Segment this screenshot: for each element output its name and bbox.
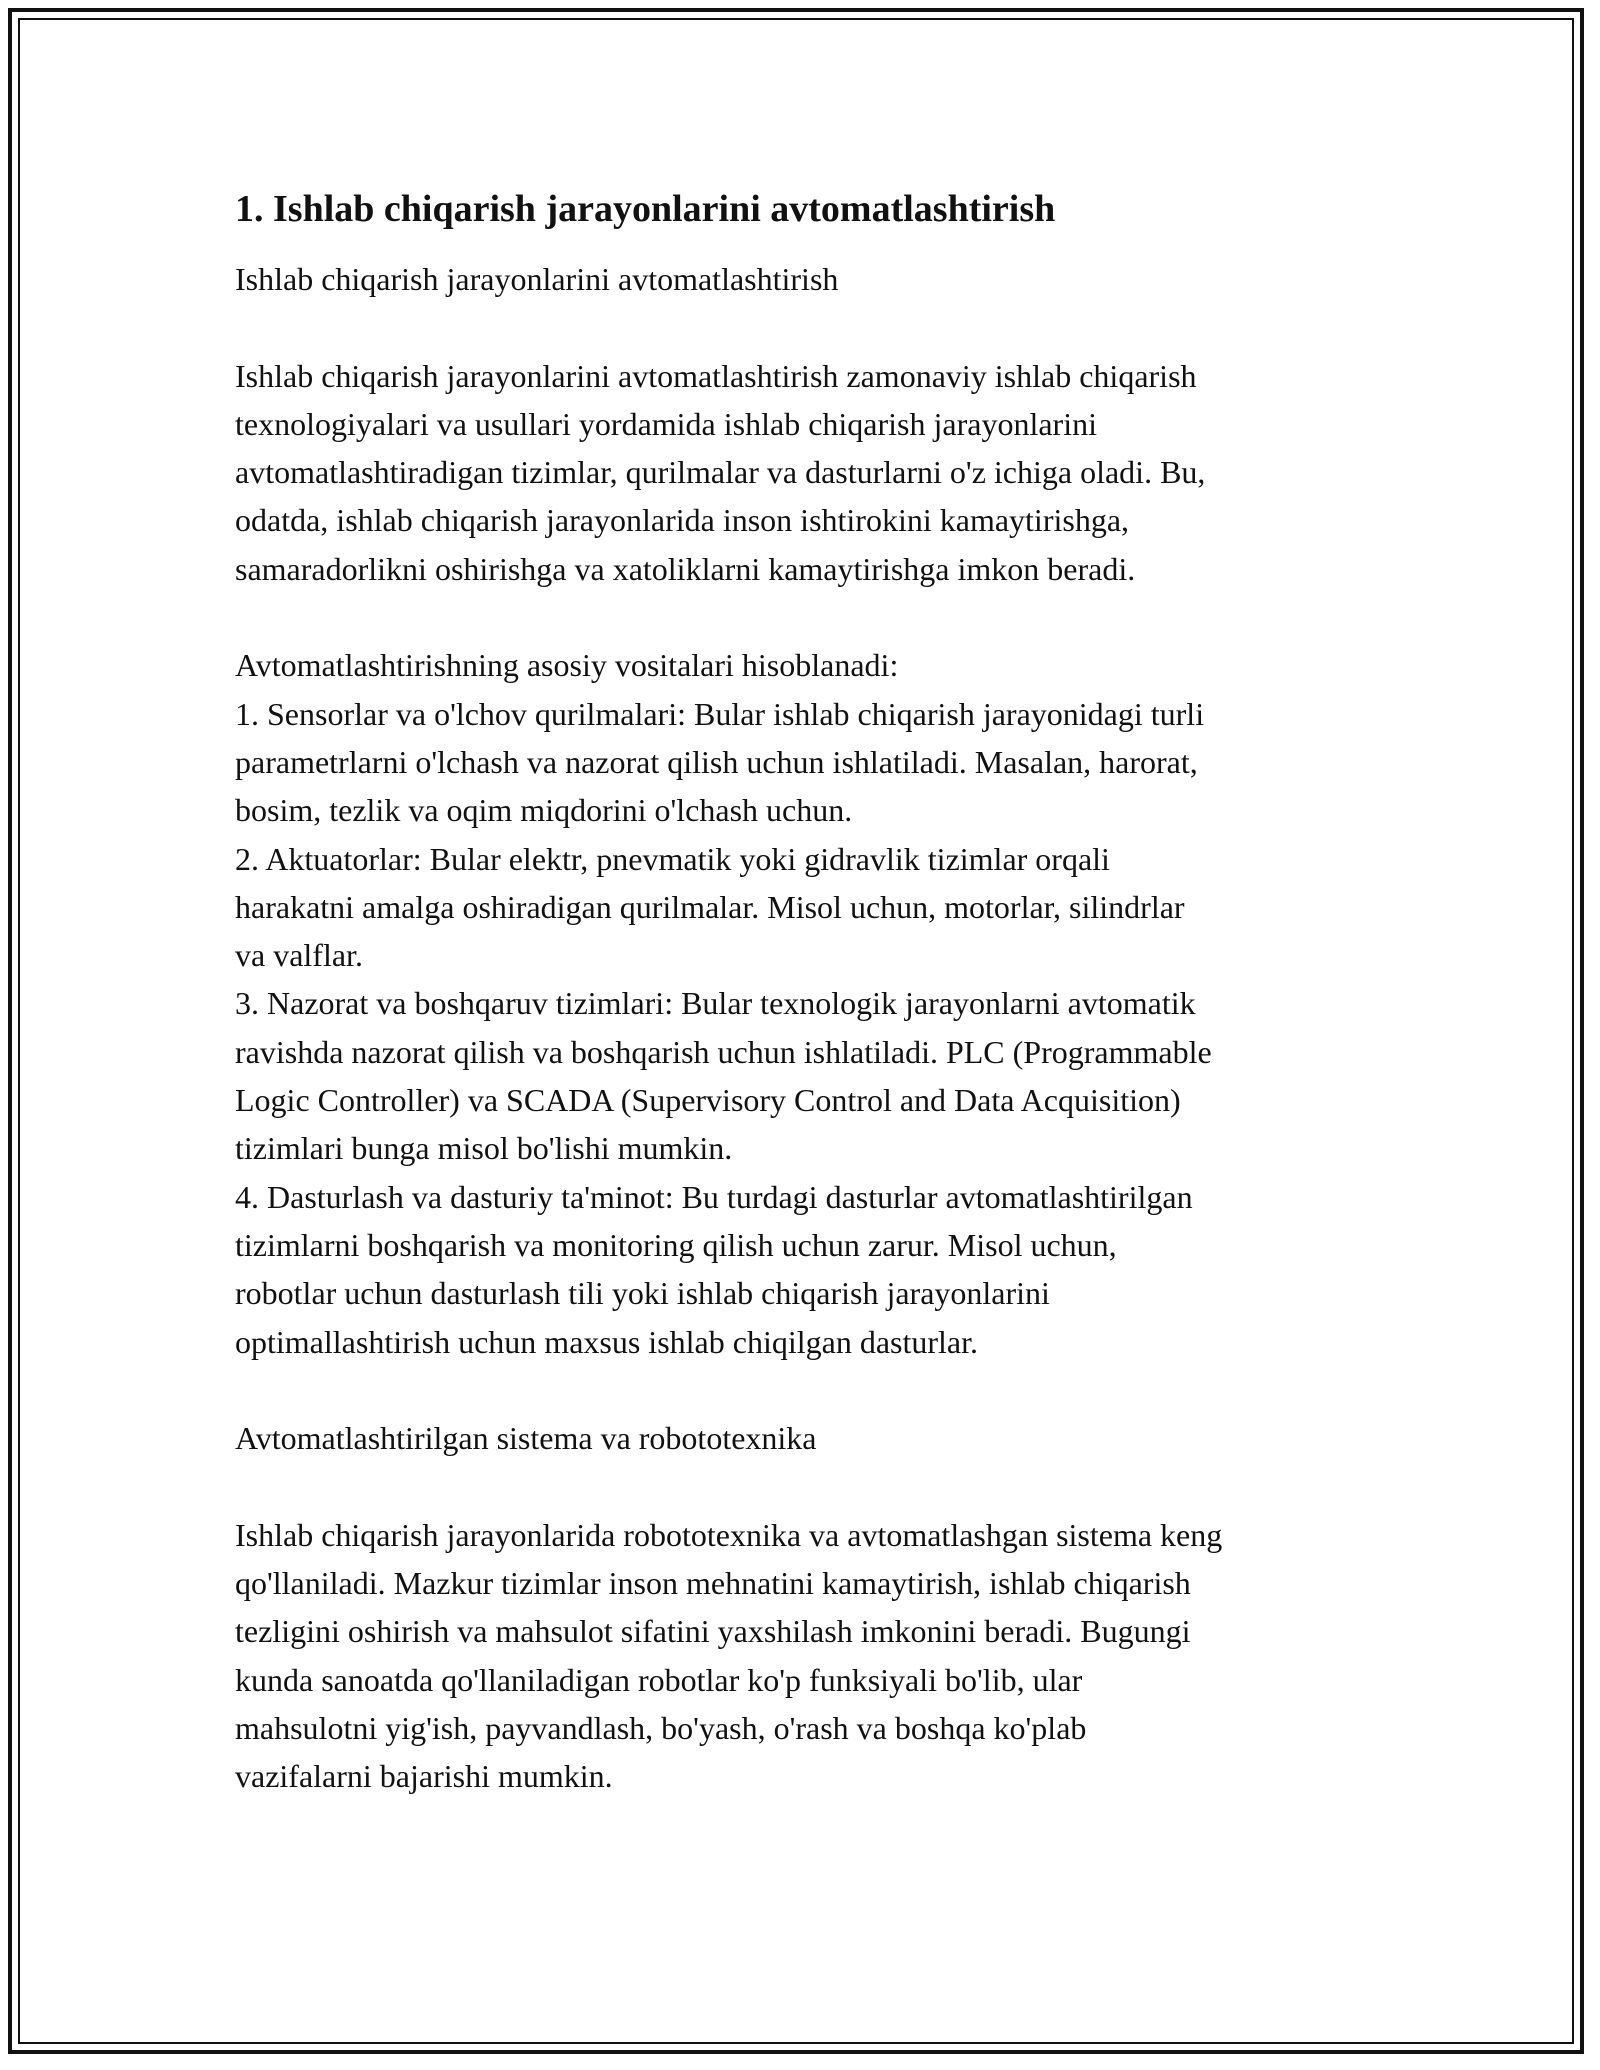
intro-line: avtomatlashtiradigan tizimlar, qurilmalar va dasturlarni o'z ichiga oladi. Bu, — [235, 454, 1206, 491]
tools-line: optimallashtirish uchun maxsus ishlab chiqilgan dasturlar. — [235, 1323, 978, 1360]
section2-heading: Avtomatlashtirilgan sistema va robototexnika — [235, 1420, 817, 1457]
tools-line: tizimlari bunga misol bo'lishi mumkin. — [235, 1130, 733, 1167]
tools-line: 2. Aktuatorlar: Bular elektr, pnevmatik yoki gidravlik tizimlar orqali — [235, 840, 1110, 877]
intro-paragraph — [235, 352, 1375, 593]
robotics-line: qo'llaniladi. Mazkur tizimlar inson mehnatini kamaytirish, ishlab chiqarish — [235, 1565, 1191, 1602]
intro-line: Ishlab chiqarish jarayonlarini avtomatlashtirish zamonaviy ishlab chiqarish — [235, 357, 1197, 394]
robotics-line: mahsulotni yig'ish, payvandlash, bo'yash, o'rash va boshqa ko'plab — [235, 1709, 1087, 1746]
tools-line: Logic Controller) va SCADA (Supervisory Control and Data Acquisition) — [235, 1082, 1181, 1119]
tools-line: harakatni amalga oshiradigan qurilmalar. Misol uchun, motorlar, silindrlar — [235, 888, 1185, 925]
intro-line: texnologiyalari va usullari yordamida ishlab chiqarish jarayonlarini — [235, 405, 1097, 442]
intro-line: samaradorlikni oshirishga va xatoliklarni kamaytirishga imkon beradi. — [235, 550, 1136, 587]
tools-line: Avtomatlashtirishning asosiy vositalari hisoblanadi: — [235, 647, 899, 684]
tools-line: parametrlarni o'lchash va nazorat qilish uchun ishlatiladi. Masalan, harorat, — [235, 743, 1198, 780]
tools-line: tizimlarni boshqarish va monitoring qilish uchun zarur. Misol uchun, — [235, 1226, 1117, 1263]
tools-line: bosim, tezlik va oqim miqdorini o'lchash uchun. — [235, 792, 853, 829]
tools-line: 1. Sensorlar va o'lchov qurilmalari: Bular ishlab chiqarish jarayonidagi turli — [235, 695, 1205, 732]
tools-line: va valflar. — [235, 937, 363, 974]
document-title: 1. Ishlab chiqarish jarayonlarini avtomatlashtirish — [235, 188, 1056, 230]
subheading: Ishlab chiqarish jarayonlarini avtomatlashtirish — [235, 261, 839, 297]
tools-line: robotlar uchun dasturlash tili yoki ishlab chiqarish jarayonlarini — [235, 1275, 1050, 1312]
tools-line: ravishda nazorat qilish va boshqarish uchun ishlatiladi. PLC (Programmable — [235, 1033, 1212, 1070]
robotics-line: kunda sanoatda qo'llaniladigan robotlar ko'p funksiyali bo'lib, ular — [235, 1661, 1083, 1698]
robotics-line: vazifalarni bajarishi mumkin. — [235, 1758, 613, 1795]
intro-line: odatda, ishlab chiqarish jarayonlarida inson ishtirokini kamaytirishga, — [235, 502, 1130, 539]
robotics-line: tezligini oshirish va mahsulot sifatini yaxshilash imkonini beradi. Bugungi — [235, 1613, 1191, 1650]
tools-line: 4. Dasturlash va dasturiy ta'minot: Bu turdagi dasturlar avtomatlashtirilgan — [235, 1178, 1193, 1215]
document-body — [235, 185, 1375, 1801]
robotics-paragraph — [235, 1511, 1375, 1801]
robotics-line: Ishlab chiqarish jarayonlarida robototexnika va avtomatlashgan sistema keng — [235, 1516, 1223, 1553]
tools-line: 3. Nazorat va boshqaruv tizimlari: Bular texnologik jarayonlarni avtomatik — [235, 985, 1196, 1022]
tools-paragraph — [235, 641, 1375, 1365]
